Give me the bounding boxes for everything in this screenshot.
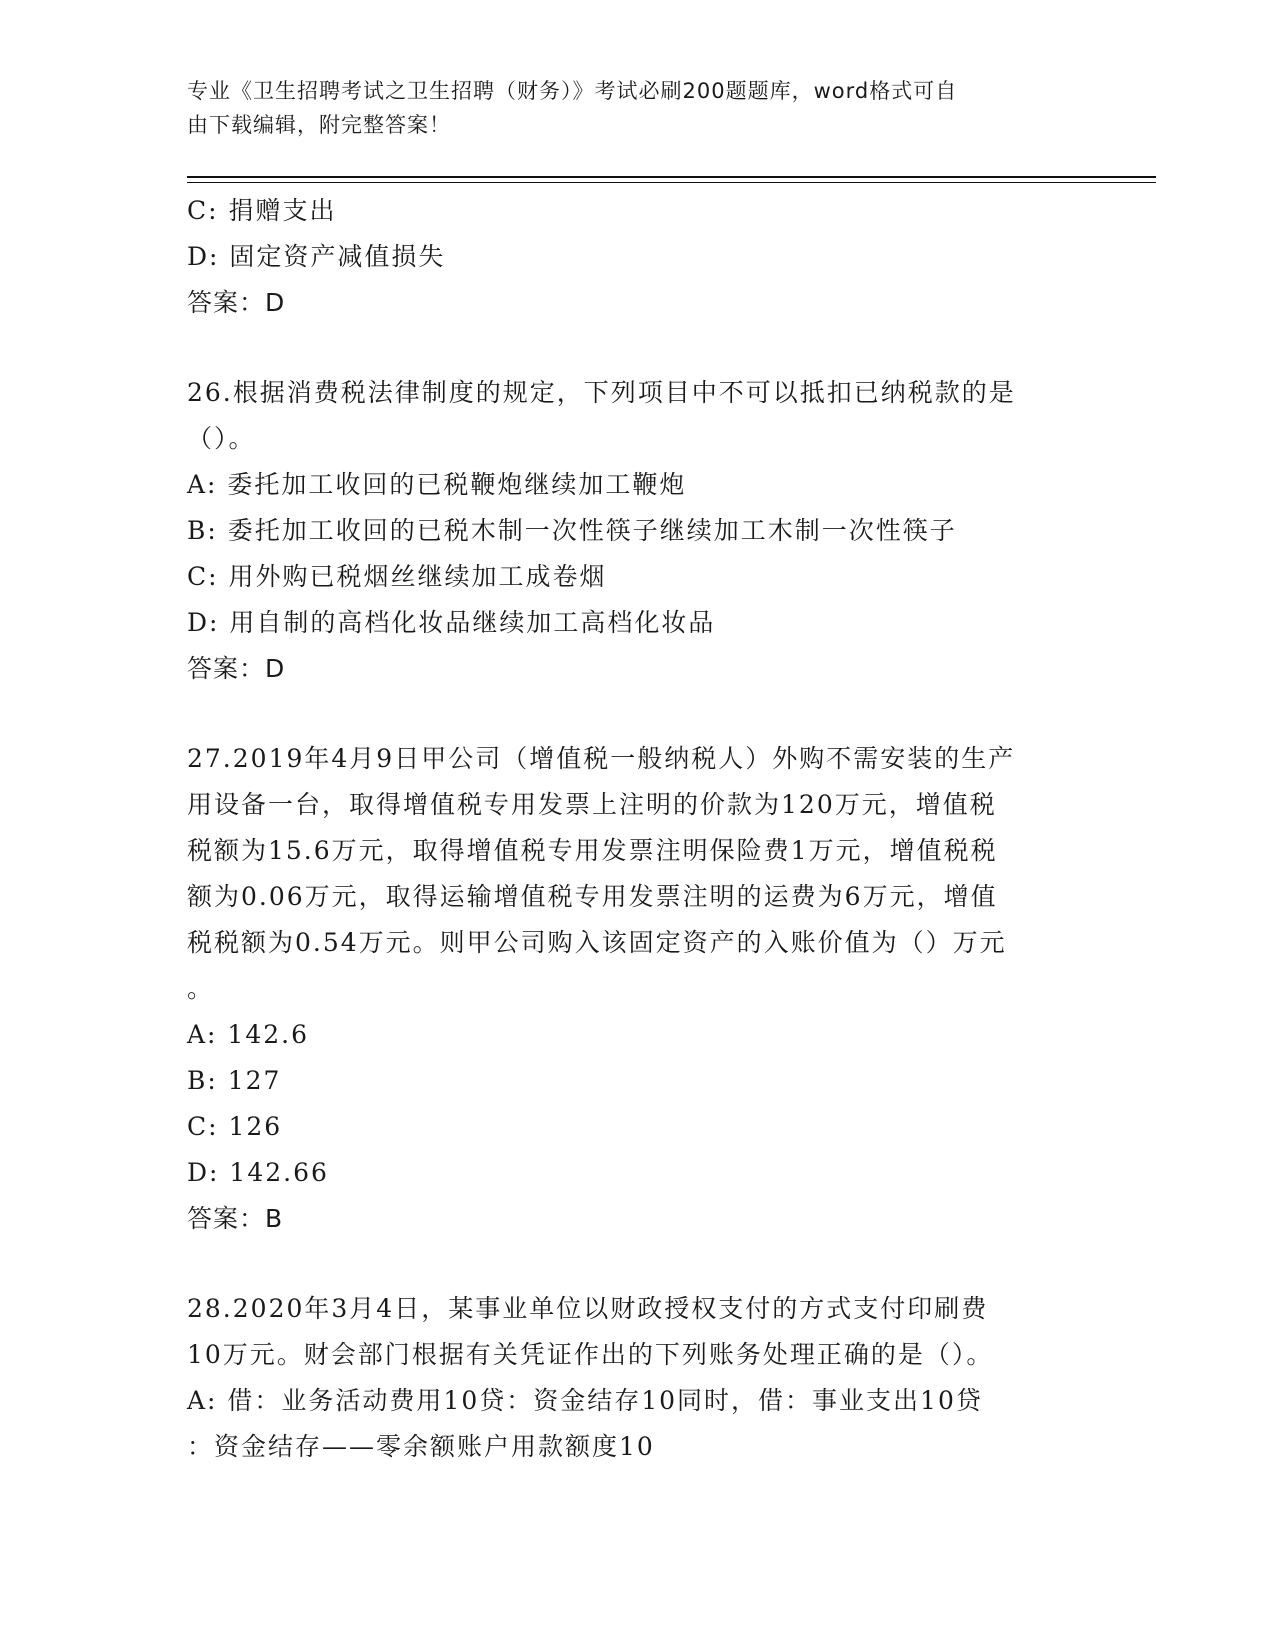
question-27 <box>187 736 1087 1242</box>
question-stem-line: 27.2019年4月9日甲公司（增值税一般纳税人）外购不需安装的生产 <box>187 744 1016 773</box>
question-stem-line: 税税额为0.54万元。则甲公司购入该固定资产的入账价值为（）万元 <box>187 928 1007 957</box>
question-stem-line: 28.2020年3月4日，某事业单位以财政授权支付的方式支付印刷费 <box>187 1294 989 1323</box>
header-divider-thick <box>187 176 1156 178</box>
answer-line: 答案：B <box>187 1204 284 1233</box>
question-25-tail <box>187 188 1087 326</box>
question-stem-line: （）。 <box>187 424 256 453</box>
header-line-1: 专业《卫生招聘考试之卫生招聘（财务）》考试必刷200题题库，word格式可自 <box>187 79 958 103</box>
option-b: B: 委托加工收回的已税木制一次性筷子继续加工木制一次性筷子 <box>187 516 957 545</box>
option-d: D: 用自制的高档化妆品继续加工高档化妆品 <box>187 608 716 637</box>
option-a: A: 借：业务活动费用10贷：资金结存10同时，借：事业支出10贷 <box>187 1386 983 1415</box>
answer-line: 答案：D <box>187 288 286 317</box>
option-a: A: 142.6 <box>187 1020 309 1049</box>
question-stem-line: 用设备一台，取得增值税专用发票上注明的价款为120万元，增值税 <box>187 790 997 819</box>
answer-line: 答案：D <box>187 654 286 683</box>
question-28 <box>187 1286 1087 1470</box>
option-c: C: 用外购已税烟丝继续加工成卷烟 <box>187 562 607 591</box>
option-a-continued: ：资金结存——零余额账户用款额度10 <box>187 1432 655 1461</box>
option-b: B: 127 <box>187 1066 282 1095</box>
question-26 <box>187 370 1087 692</box>
header-line-2: 由下载编辑，附完整答案！ <box>187 113 451 137</box>
question-stem-line: 。 <box>187 974 215 1003</box>
option-c: C: 126 <box>187 1112 283 1141</box>
option-d: D: 固定资产减值损失 <box>187 242 446 271</box>
spacer <box>187 326 1087 370</box>
spacer <box>187 692 1087 736</box>
question-stem-line: 额为0.06万元，取得运输增值税专用发票注明的运费为6万元，增值 <box>187 882 998 911</box>
document-body <box>187 188 1087 1470</box>
option-c: C: 捐赠支出 <box>187 196 337 225</box>
question-stem-line: 26.根据消费税法律制度的规定，下列项目中不可以抵扣已纳税款的是 <box>187 378 1016 407</box>
option-d: D: 142.66 <box>187 1158 329 1187</box>
question-stem-line: 10万元。财会部门根据有关凭证作出的下列账务处理正确的是（）。 <box>187 1340 994 1369</box>
header-divider-thin <box>187 182 1156 183</box>
spacer <box>187 1242 1087 1286</box>
option-a: A: 委托加工收回的已税鞭炮继续加工鞭炮 <box>187 470 687 499</box>
document-header <box>187 74 1067 142</box>
question-stem-line: 税额为15.6万元，取得增值税专用发票注明保险费1万元，增值税税 <box>187 836 998 865</box>
